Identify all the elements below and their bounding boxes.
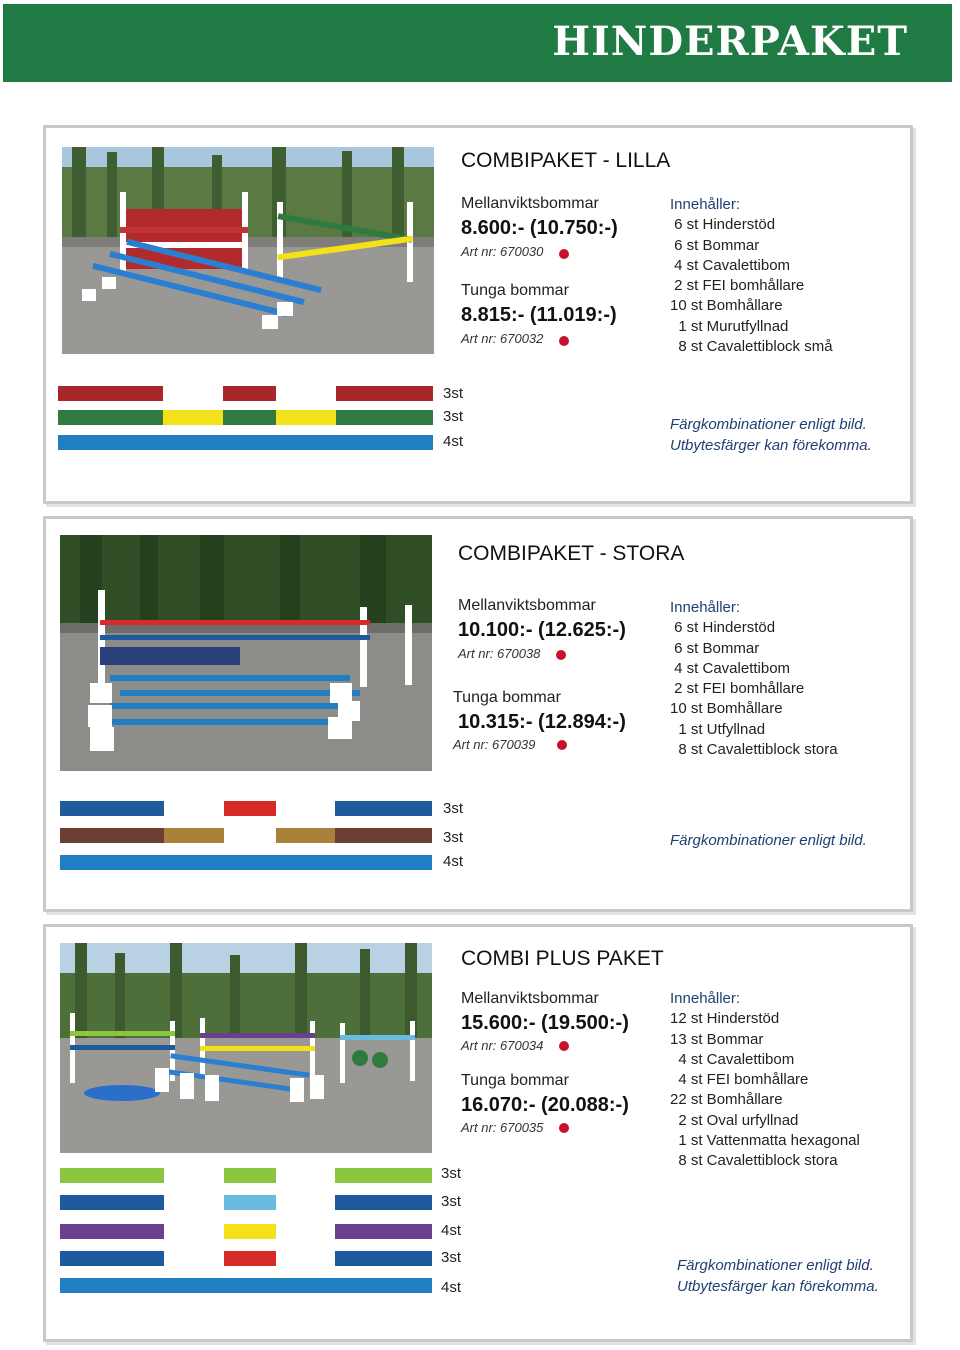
red-dot-icon: [559, 249, 569, 259]
color-note-line: Utbytesfärger kan förekomma.: [677, 1277, 879, 1295]
pole-swatch: [60, 1168, 432, 1183]
pole-swatch: [60, 801, 432, 816]
pole-segment: [164, 1251, 224, 1266]
red-dot-icon: [557, 740, 567, 750]
contents-item: 22 st Bomhållare: [670, 1091, 783, 1109]
pole-count: 3st: [443, 408, 464, 425]
contents-item: 6 st Bommar: [670, 236, 760, 254]
pole-segment: [58, 410, 163, 425]
pole-segment: [60, 855, 432, 870]
pole-swatch: [58, 410, 433, 425]
color-note-line: Färgkombinationer enligt bild.: [677, 1257, 874, 1274]
contents-list: [670, 195, 833, 357]
pole-count: 3st: [443, 800, 464, 817]
pole-segment: [60, 1168, 164, 1183]
contents-item: 4 st FEI bomhållare: [670, 1071, 809, 1089]
contents-item: 10 st Bomhållare: [670, 297, 783, 315]
pole-segment: [164, 828, 224, 843]
pole-segment: [224, 1224, 276, 1239]
pole-segment: [58, 435, 433, 450]
pole-count: 3st: [441, 1249, 462, 1266]
product-photo-plus: [60, 943, 432, 1153]
pole-segment: [276, 1195, 336, 1210]
pole-swatch: [58, 386, 433, 401]
contents-item: 1 st Murutfyllnad: [670, 317, 789, 335]
pole-segment: [224, 1195, 276, 1210]
heavy-poles-price: 16.070:- (20.088:-): [461, 1094, 629, 1116]
pole-segment: [335, 1195, 432, 1210]
light-poles-label: Mellanviktsbommar: [461, 990, 599, 1007]
pole-segment: [276, 1168, 336, 1183]
pole-segment: [164, 1168, 224, 1183]
pole-segment: [164, 801, 224, 816]
contents-item: 1 st Vattenmatta hexagonal: [670, 1132, 860, 1150]
pole-segment: [276, 801, 336, 816]
pole-segment: [224, 828, 276, 843]
pole-segment: [335, 801, 432, 816]
heavy-poles-label: Tunga bommar: [461, 1072, 569, 1089]
package-title: COMBIPAKET - LILLA: [461, 149, 671, 172]
pole-segment: [276, 1251, 336, 1266]
contents-item: 2 st FEI bomhållare: [670, 680, 805, 698]
pole-segment: [223, 386, 276, 401]
red-dot-icon: [559, 1123, 569, 1133]
pole-swatch: [60, 1251, 432, 1266]
pole-swatch: [60, 1278, 432, 1293]
light-poles-price: 8.600:- (10.750:-): [461, 217, 618, 239]
pole-count: 3st: [443, 829, 464, 846]
pole-segment: [164, 1224, 224, 1239]
pole-segment: [276, 828, 336, 843]
light-poles-label: Mellanviktsbommar: [461, 195, 599, 212]
color-note: [677, 1256, 879, 1297]
product-photo-lilla: [62, 147, 434, 354]
pole-segment: [276, 1224, 336, 1239]
heavy-poles-art-number: Art nr: 670032: [461, 331, 544, 346]
pole-segment: [60, 1195, 164, 1210]
pole-segment: [224, 801, 276, 816]
pole-count: 3st: [441, 1165, 462, 1182]
pole-segment: [335, 828, 432, 843]
contents-item: 8 st Cavalettiblock små: [670, 338, 833, 356]
color-note-line: Utbytesfärger kan förekomma.: [670, 436, 872, 454]
contents-item: 4 st Cavalettibom: [670, 256, 791, 274]
pole-segment: [336, 410, 434, 425]
pole-swatch: [60, 828, 432, 843]
pole-segment: [60, 801, 164, 816]
pole-segment: [276, 410, 336, 425]
page-title: HINDERPAKET: [552, 18, 908, 65]
heavy-poles-art-number: Art nr: 670035: [461, 1120, 544, 1135]
red-dot-icon: [556, 650, 566, 660]
red-dot-icon: [559, 336, 569, 346]
pole-segment: [60, 1251, 164, 1266]
contents-heading: Innehåller:: [670, 990, 741, 1007]
pole-segment: [276, 386, 336, 401]
contents-heading: Innehåller:: [670, 196, 741, 213]
light-poles-art-number: Art nr: 670034: [461, 1038, 544, 1053]
light-poles-price: 10.100:- (12.625:-): [458, 619, 626, 641]
pole-segment: [164, 1195, 224, 1210]
light-poles-price: 15.600:- (19.500:-): [461, 1012, 629, 1034]
contents-list: [670, 989, 860, 1172]
pole-count: 4st: [443, 853, 464, 870]
color-note: [670, 415, 872, 456]
contents-item: 8 st Cavalettiblock stora: [670, 1152, 838, 1170]
contents-item: 1 st Utfyllnad: [670, 720, 766, 738]
pole-segment: [58, 386, 163, 401]
light-poles-label: Mellanviktsbommar: [458, 597, 596, 614]
heavy-poles-label: Tunga bommar: [453, 689, 561, 706]
pole-swatch: [60, 1195, 432, 1210]
contents-item: 4 st Cavalettibom: [670, 1050, 795, 1068]
pole-segment: [163, 410, 223, 425]
pole-count: 4st: [441, 1279, 462, 1296]
heavy-poles-art-number: Art nr: 670039: [453, 737, 536, 752]
contents-list: [670, 598, 838, 760]
heavy-poles-price: 8.815:- (11.019:-): [461, 304, 617, 326]
color-note-line: Färgkombinationer enligt bild.: [670, 832, 867, 849]
contents-heading: Innehåller:: [670, 599, 741, 616]
color-note: [670, 831, 867, 852]
pole-segment: [336, 386, 434, 401]
light-poles-art-number: Art nr: 670038: [458, 646, 541, 661]
pole-segment: [60, 1224, 164, 1239]
contents-item: 6 st Bommar: [670, 639, 760, 657]
pole-segment: [335, 1168, 432, 1183]
pole-segment: [335, 1224, 432, 1239]
contents-item: 6 st Hinderstöd: [670, 619, 776, 637]
product-photo-stora: [60, 535, 432, 771]
header-banner: [3, 4, 952, 82]
red-dot-icon: [559, 1041, 569, 1051]
contents-item: 6 st Hinderstöd: [670, 216, 776, 234]
package-title: COMBIPAKET - STORA: [458, 542, 685, 565]
contents-item: 8 st Cavalettiblock stora: [670, 741, 838, 759]
contents-item: 2 st Oval urfyllnad: [670, 1111, 799, 1129]
pole-segment: [335, 1251, 432, 1266]
light-poles-art-number: Art nr: 670030: [461, 244, 544, 259]
color-note-line: Färgkombinationer enligt bild.: [670, 416, 867, 433]
package-title: COMBI PLUS PAKET: [461, 947, 664, 970]
pole-swatch: [60, 855, 432, 870]
heavy-poles-label: Tunga bommar: [461, 282, 569, 299]
pole-count: 3st: [441, 1193, 462, 1210]
pole-count: 3st: [443, 385, 464, 402]
pole-segment: [163, 386, 223, 401]
pole-swatch: [58, 435, 433, 450]
contents-item: 13 st Bommar: [670, 1030, 764, 1048]
pole-segment: [224, 1168, 276, 1183]
pole-segment: [60, 828, 164, 843]
contents-item: 2 st FEI bomhållare: [670, 277, 805, 295]
contents-item: 12 st Hinderstöd: [670, 1010, 780, 1028]
contents-item: 4 st Cavalettibom: [670, 659, 791, 677]
pole-segment: [224, 1251, 276, 1266]
pole-count: 4st: [441, 1222, 462, 1239]
pole-segment: [60, 1278, 432, 1293]
pole-swatch: [60, 1224, 432, 1239]
pole-count: 4st: [443, 433, 464, 450]
heavy-poles-price: 10.315:- (12.894:-): [458, 711, 626, 733]
pole-segment: [223, 410, 276, 425]
contents-item: 10 st Bomhållare: [670, 700, 783, 718]
